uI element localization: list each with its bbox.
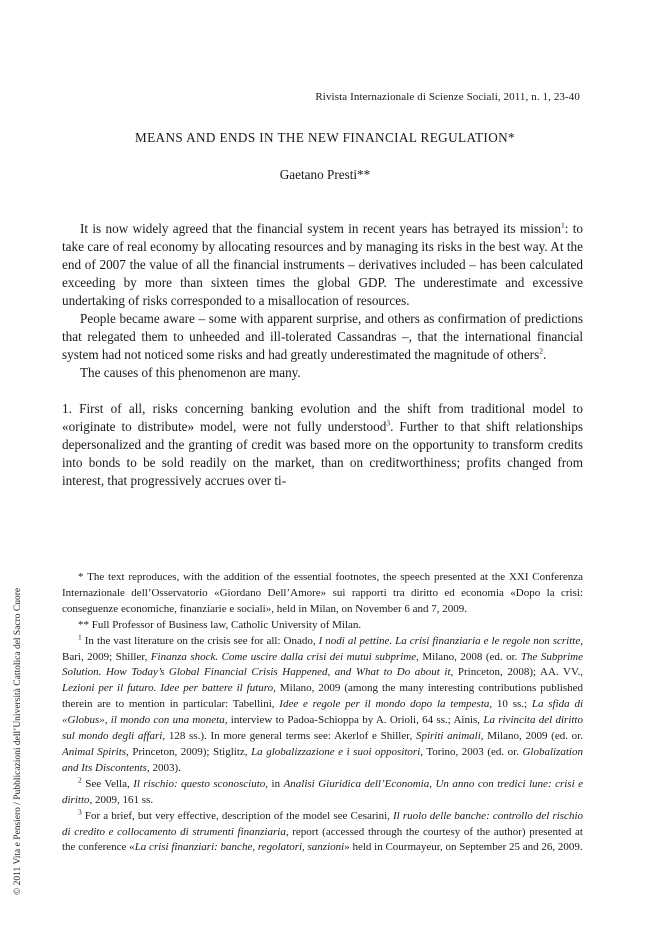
paragraph-1-text-a: It is now widely agreed that the financial system in recent years has betrayed its mission: [80, 221, 561, 236]
footnote-ref-3: 3: [386, 418, 391, 428]
section-1-paragraph: [62, 400, 583, 490]
footnote-2-text: See Vella, Il rischio: questo sconosciuto, in Analisi Giuridica dell’Economia, Un anno con tredici lune: crisi e diritto, 2009, 161 ss.: [62, 777, 584, 806]
footnote-2: [62, 777, 583, 809]
footnote-3-text: For a brief, but very effective, description of the model see Cesarini, Il ruolo delle banche: controllo del rischio di credito e collocamento di strumenti finanziaria, report (accessed through the courtesy of the author) presented at the conference «La crisi finanziari: banche, regolatori, sanzioni» held in Courmayeur, on September 25 and 26, 2009.: [62, 809, 584, 854]
paragraph-2-text-b: .: [542, 347, 547, 362]
paragraph-1-text-b: : to take care of real economy by allocating resources and by managing its risks in the best way. At the end of 2007 the value of all the financial instruments – derivatives included – has been calculated exceeding by more than sixteen times the global GDP. The underestimate and excessive undertaking of risks corresponded to a misallocation of resources.: [62, 221, 584, 308]
footnote-ref-1: 1: [561, 220, 565, 230]
paragraph-3: The causes of this phenomenon are many.: [80, 365, 301, 380]
section-1-text-a: 1. First of all, risks concerning banking evolution and the shift from traditional model to «originate to distribute» model, were not fully understood: [62, 401, 583, 434]
footnote-1-text: In the vast literature on the crisis see for all: Onado, I nodi al pettine. La crisi finanziaria e le regole non scritte, Bari, 2009; Shiller, Finanza shock. Come uscire dalla crisi dei mutui subprime, Milano, 2008 (ed. or. The Subprime Solution. How Today’s Global Financial Crisis Happened, and What to Do about it, Princeton, 2008); AA. VV., Lezioni per il futuro. Idee per battere il futuro, Milano, 2009 (among the many interesting contributions published therein are to mention in particular: Tabellini, Idee e regole per il mondo dopo la tempesta, 10 ss.; La sfida di «Globus», il mondo con una moneta, interview to Padoa-Schioppa by A. Orioli, 64 ss.; Ainis, La rivincita del diritto sul mondo degli affari, 128 ss.). In more general terms see: Akerlof e Shiller, Spiriti animali, Milano, 2009 (ed. or. Animal Spirits, Princeton, 2009); Stiglitz, La globalizzazione e i suoi oppositori, Torino, 2003 (ed. or. Globalization and Its Discontents, 2003).: [62, 634, 584, 774]
footnote-star: * The text reproduces, with the addition of the essential footnotes, the speech presented at the XXI Conferenza Internazionale dell’Osservatorio «Giordano Dell’Amore» sui rapporti tra diritto ed economia «Dopo la crisi: conseguenze economiche, finanziarie e sociali», held in Milan, on November 6 and 7, 2009.: [62, 571, 583, 615]
article-body: [62, 220, 583, 490]
footnote-2-number: 2: [78, 775, 82, 785]
section-1-text-b: . Further to that shift relationships depersonalized and the granting of credit was based more on the opportunity to transform credits into bonds to be sold readily on the market, than on creditworthiness; profits changed from interest, that progressively accrues over ti-: [62, 419, 583, 488]
footnote-1-number: 1: [78, 631, 82, 641]
footnote-3: [62, 806, 584, 857]
article-title: MEANS AND ENDS IN THE NEW FINANCIAL REGULATION*: [134, 130, 516, 145]
footnote-ref-2: 2: [539, 346, 543, 356]
paragraph-2-text-a: People became aware – some with apparent surprise, and others as confirmation of predictions that relegated them to unheeded and ill-tolerated Cassandras –, that the international financial system had not noticed some risks and had greatly underestimated the magnitude of others: [62, 311, 583, 362]
footnotes: [62, 570, 583, 856]
paragraph-1: [62, 220, 583, 310]
footnote-3-number: 3: [78, 806, 82, 816]
footnote-double-star: ** Full Professor of Business law, Catholic University of Milan.: [78, 618, 362, 631]
side-copyright: © 2011 Vita e Pensiero / Pubblicazioni dell’Università Cattolica del Sacro Cuore: [13, 587, 23, 895]
journal-header: Rivista Internazionale di Scienze Sociali, 2011, n. 1, 23-40: [315, 91, 580, 103]
author-name: Gaetano Presti**: [279, 167, 371, 182]
footnote-1: [62, 631, 584, 777]
paragraph-2: [62, 310, 583, 364]
